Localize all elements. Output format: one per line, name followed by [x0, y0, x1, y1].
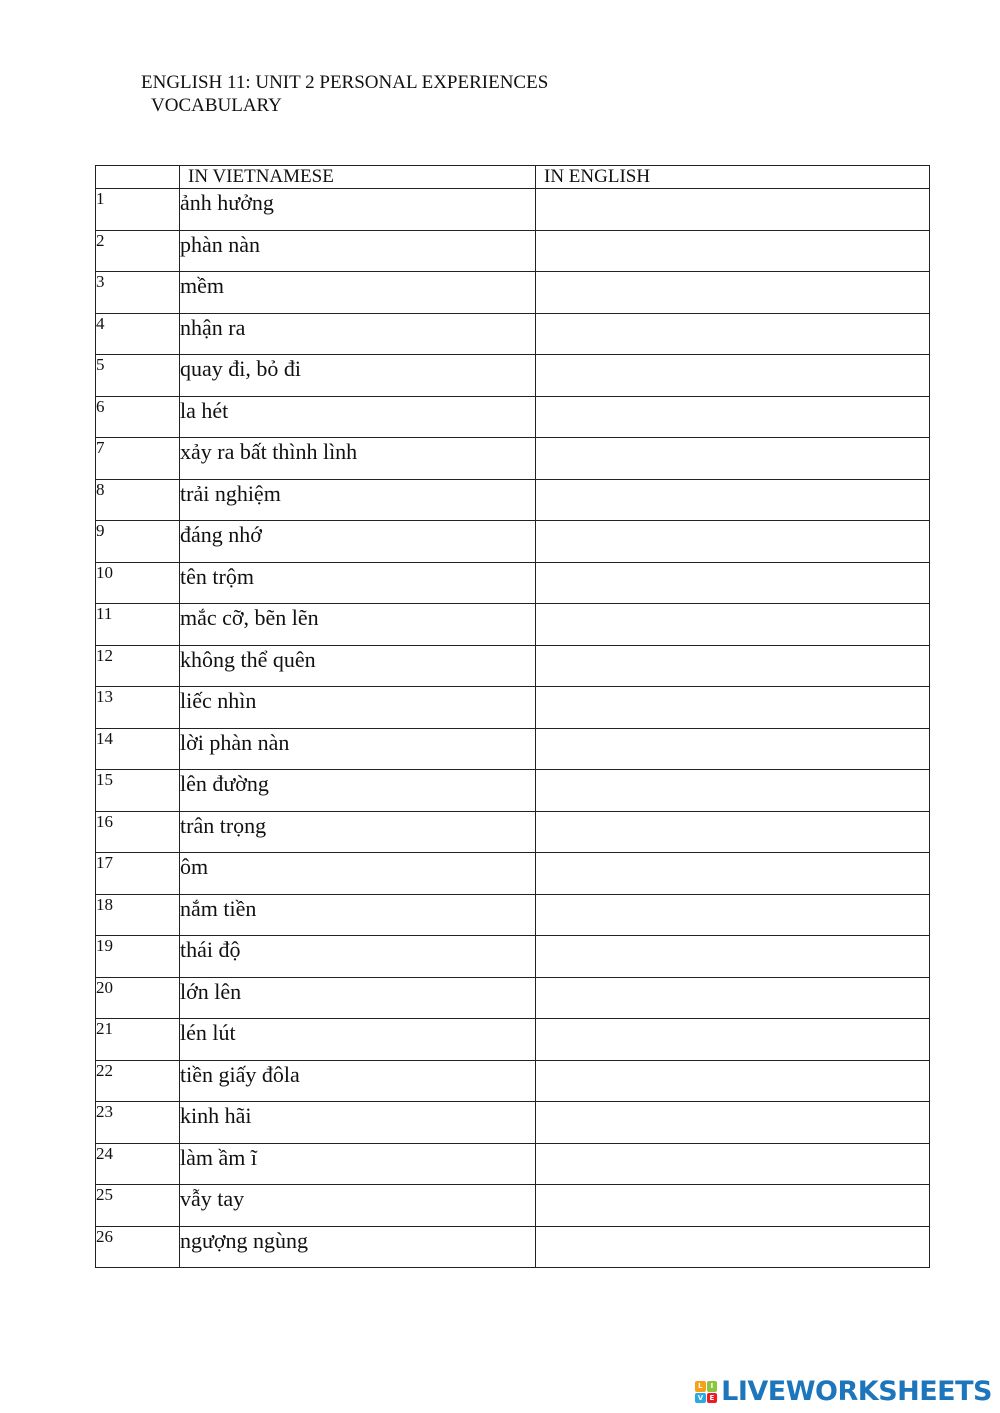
vietnamese-word: tiền giấy đôla: [180, 1060, 536, 1102]
liveworksheets-wordmark: LIVEWORKSHEETS: [721, 1376, 992, 1407]
english-answer-cell[interactable]: [536, 853, 930, 895]
vietnamese-word: tên trộm: [180, 562, 536, 604]
table-row: [96, 1102, 930, 1144]
row-number: 21: [96, 1019, 180, 1061]
english-answer-cell[interactable]: [536, 396, 930, 438]
badge-letter: E: [707, 1393, 718, 1404]
vietnamese-word: phàn nàn: [180, 230, 536, 272]
badge-letter: V: [695, 1393, 706, 1404]
table-header-row: [96, 166, 930, 189]
english-answer-cell[interactable]: [536, 894, 930, 936]
liveworksheets-logo: [695, 1377, 992, 1407]
row-number: 22: [96, 1060, 180, 1102]
table-row: [96, 313, 930, 355]
english-answer-cell[interactable]: [536, 728, 930, 770]
row-number: 16: [96, 811, 180, 853]
row-number: 8: [96, 479, 180, 521]
table-row: [96, 1143, 930, 1185]
english-answer-cell[interactable]: [536, 479, 930, 521]
row-number: 25: [96, 1185, 180, 1227]
row-number: 24: [96, 1143, 180, 1185]
english-answer-cell[interactable]: [536, 645, 930, 687]
table-row: [96, 355, 930, 397]
table-row: [96, 936, 930, 978]
vietnamese-word: thái độ: [180, 936, 536, 978]
row-number: 13: [96, 687, 180, 729]
vietnamese-word: lớn lên: [180, 977, 536, 1019]
table-row: [96, 521, 930, 563]
english-answer-cell[interactable]: [536, 1060, 930, 1102]
english-answer-cell[interactable]: [536, 189, 930, 231]
row-number: 23: [96, 1102, 180, 1144]
document-subtitle: VOCABULARY: [151, 95, 282, 116]
vietnamese-word: trân trọng: [180, 811, 536, 853]
english-answer-cell[interactable]: [536, 230, 930, 272]
english-answer-cell[interactable]: [536, 562, 930, 604]
vietnamese-word: liếc nhìn: [180, 687, 536, 729]
table-row: [96, 1226, 930, 1268]
table-row: [96, 396, 930, 438]
vietnamese-column-header: IN VIETNAMESE: [180, 166, 536, 189]
table-row: [96, 894, 930, 936]
row-number: 4: [96, 313, 180, 355]
vietnamese-word: xảy ra bất thình lình: [180, 438, 536, 480]
row-number: 9: [96, 521, 180, 563]
english-answer-cell[interactable]: [536, 604, 930, 646]
table-row: [96, 1019, 930, 1061]
document-title: ENGLISH 11: UNIT 2 PERSONAL EXPERIENCES: [141, 72, 549, 93]
vietnamese-word: ảnh hưởng: [180, 189, 536, 231]
vietnamese-word: la hét: [180, 396, 536, 438]
english-answer-cell[interactable]: [536, 521, 930, 563]
table-row: [96, 645, 930, 687]
table-row: [96, 604, 930, 646]
row-number: 17: [96, 853, 180, 895]
english-answer-cell[interactable]: [536, 355, 930, 397]
vietnamese-word: nắm tiền: [180, 894, 536, 936]
vietnamese-word: không thể quên: [180, 645, 536, 687]
vietnamese-word: lời phàn nàn: [180, 728, 536, 770]
table-row: [96, 562, 930, 604]
english-answer-cell[interactable]: [536, 936, 930, 978]
row-number: 10: [96, 562, 180, 604]
vietnamese-word: quay đi, bỏ đi: [180, 355, 536, 397]
vocabulary-table: [95, 165, 930, 1268]
vocabulary-rows: [96, 189, 930, 1268]
english-answer-cell[interactable]: [536, 313, 930, 355]
vietnamese-word: mềm: [180, 272, 536, 314]
english-answer-cell[interactable]: [536, 1185, 930, 1227]
row-number: 26: [96, 1226, 180, 1268]
vietnamese-word: lén lút: [180, 1019, 536, 1061]
row-number: 1: [96, 189, 180, 231]
english-answer-cell[interactable]: [536, 438, 930, 480]
table-row: [96, 811, 930, 853]
vietnamese-word: trải nghiệm: [180, 479, 536, 521]
table-row: [96, 438, 930, 480]
liveworksheets-badge-icon: [695, 1381, 717, 1403]
row-number: 7: [96, 438, 180, 480]
english-answer-cell[interactable]: [536, 1226, 930, 1268]
table-row: [96, 1185, 930, 1227]
vietnamese-word: ngượng ngùng: [180, 1226, 536, 1268]
english-answer-cell[interactable]: [536, 770, 930, 812]
table-row: [96, 189, 930, 231]
vietnamese-word: lên đường: [180, 770, 536, 812]
english-answer-cell[interactable]: [536, 811, 930, 853]
english-answer-cell[interactable]: [536, 977, 930, 1019]
row-number: 14: [96, 728, 180, 770]
number-column-header: [96, 166, 180, 189]
table-row: [96, 770, 930, 812]
english-column-header: IN ENGLISH: [536, 166, 930, 189]
badge-letter: I: [707, 1381, 718, 1392]
row-number: 12: [96, 645, 180, 687]
row-number: 5: [96, 355, 180, 397]
english-answer-cell[interactable]: [536, 687, 930, 729]
table-row: [96, 1060, 930, 1102]
row-number: 2: [96, 230, 180, 272]
english-answer-cell[interactable]: [536, 1019, 930, 1061]
row-number: 15: [96, 770, 180, 812]
vietnamese-word: nhận ra: [180, 313, 536, 355]
english-answer-cell[interactable]: [536, 1102, 930, 1144]
row-number: 6: [96, 396, 180, 438]
vietnamese-word: làm ầm ĩ: [180, 1143, 536, 1185]
row-number: 18: [96, 894, 180, 936]
vietnamese-word: đáng nhớ: [180, 521, 536, 563]
english-answer-cell[interactable]: [536, 272, 930, 314]
row-number: 3: [96, 272, 180, 314]
table-row: [96, 853, 930, 895]
table-row: [96, 272, 930, 314]
badge-letter: L: [695, 1381, 706, 1392]
vietnamese-word: vẫy tay: [180, 1185, 536, 1227]
row-number: 19: [96, 936, 180, 978]
table-row: [96, 479, 930, 521]
row-number: 20: [96, 977, 180, 1019]
table-row: [96, 728, 930, 770]
table-row: [96, 687, 930, 729]
vietnamese-word: mắc cỡ, bẽn lẽn: [180, 604, 536, 646]
vietnamese-word: kinh hãi: [180, 1102, 536, 1144]
vietnamese-word: ôm: [180, 853, 536, 895]
table-row: [96, 230, 930, 272]
row-number: 11: [96, 604, 180, 646]
table-row: [96, 977, 930, 1019]
english-answer-cell[interactable]: [536, 1143, 930, 1185]
